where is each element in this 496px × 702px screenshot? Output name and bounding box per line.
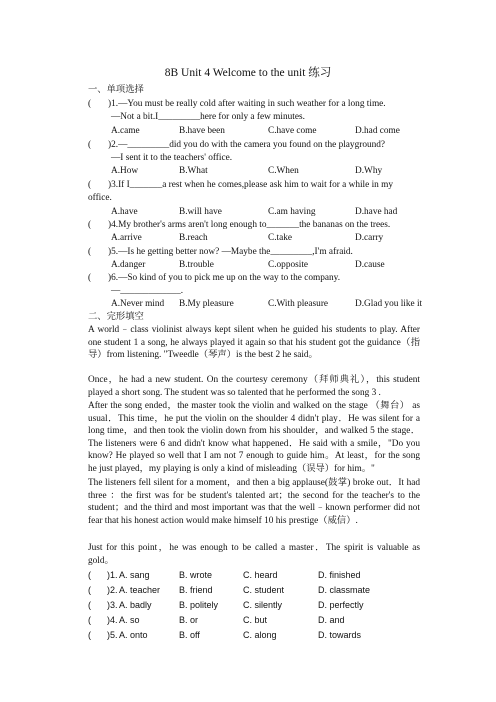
page-title: 8B Unit 4 Welcome to the unit 练习 — [164, 67, 332, 79]
option-a[interactable]: A.danger — [111, 260, 146, 270]
option-b[interactable]: B.will have — [179, 207, 222, 217]
option-d[interactable]: D. and — [318, 615, 345, 625]
option-a[interactable]: A.arrive — [111, 233, 142, 243]
option-b[interactable]: B.have been — [179, 126, 225, 136]
option-d[interactable]: D. finished — [318, 570, 361, 580]
answer-paren[interactable]: ( — [88, 180, 92, 190]
question-2 — [88, 139, 418, 152]
question-number: )5. — [107, 630, 118, 640]
option-b[interactable]: B. wrote — [179, 570, 213, 580]
answer-paren[interactable]: ( — [88, 220, 92, 230]
option-b[interactable]: B.What — [179, 166, 208, 176]
question-4 — [88, 219, 418, 232]
option-d[interactable]: D.had come — [355, 126, 400, 136]
option-c[interactable]: C.opposite — [268, 260, 309, 270]
answer-paren[interactable]: ( — [88, 140, 92, 150]
question-2-sub: —I sent it to the teachers' office. — [111, 153, 233, 163]
option-a[interactable]: A. so — [119, 615, 140, 625]
option-a[interactable]: A. badly — [119, 600, 152, 610]
question-1-sub: —Not a bit.I_________here for only a few minutes. — [111, 112, 305, 122]
passage-paragraph-1: A world﹣class violinist always kept silent when he guided his students to play. After one student 1 a song, he always played it again so that his student got the guidance（指导）from listening. "Tweedle（琴声）is the best 2 he said。 — [88, 325, 420, 361]
question-text: )6.—So kind of you to pick me up on the way to the company. — [108, 273, 341, 283]
question-text: )3.If I_______a rest when he comes,please ask him to wait for a while in my — [108, 180, 394, 190]
question-number: )4. — [107, 615, 118, 625]
option-c[interactable]: C.With pleasure — [268, 299, 329, 309]
option-c[interactable]: C.take — [268, 233, 293, 243]
answer-paren[interactable]: ( — [88, 99, 92, 109]
option-d[interactable]: D.Glad you like it — [355, 299, 423, 309]
option-a[interactable]: A. teacher — [119, 585, 161, 595]
option-d[interactable]: D. perfectly — [318, 600, 364, 610]
option-a[interactable]: A.came — [111, 126, 140, 136]
question-6-sub: —_____________. — [111, 286, 184, 296]
question-text: )4.My brother's arms aren't long enough to_______the bananas on the trees. — [108, 220, 391, 230]
question-number: )3. — [107, 600, 118, 610]
question-number: )2. — [107, 585, 118, 595]
option-c[interactable]: C. heard — [243, 570, 278, 580]
section-heading-single-choice: 一、单项选择 — [88, 85, 144, 95]
option-a[interactable]: A.Never mind — [111, 299, 165, 309]
option-b[interactable]: B. friend — [179, 585, 213, 595]
option-c[interactable]: C. but — [243, 615, 268, 625]
option-a[interactable]: A. onto — [119, 630, 148, 640]
option-b[interactable]: B.reach — [179, 233, 208, 243]
option-a[interactable]: A.have — [111, 207, 138, 217]
option-a[interactable]: A. sang — [119, 570, 150, 580]
option-b[interactable]: B. off — [179, 630, 200, 640]
question-text: )2.—_________did you do with the camera you found on the playground? — [108, 140, 386, 150]
option-d[interactable]: D. classmate — [318, 585, 371, 595]
passage-paragraph-4: The listeners fell silent for a moment，and then a big applause(鼓掌) broke out．It had three ：the first was for be student's talented art；the second for the teacher's to the student；and the third and most important was that the well﹣known performer did not fear that his honest action would make himself 10 his prestige（威信）. — [88, 478, 420, 526]
option-c[interactable]: C. student — [243, 585, 285, 595]
question-5 — [88, 246, 418, 259]
option-b[interactable]: B. politely — [179, 600, 219, 610]
answer-paren[interactable]: ( — [88, 615, 91, 625]
option-d[interactable]: D.have had — [355, 207, 398, 217]
question-number: )1. — [107, 570, 118, 580]
option-b[interactable]: B.My pleasure — [179, 299, 234, 309]
option-c[interactable]: C.have come — [268, 126, 317, 136]
section-heading-cloze: 二、完形填空 — [88, 312, 144, 322]
option-b[interactable]: B. or — [179, 615, 199, 625]
option-c[interactable]: C.am having — [268, 207, 316, 217]
question-6 — [88, 272, 418, 285]
question-text: )5.—Is he getting better now? —Maybe the_________,I'm afraid. — [108, 247, 353, 257]
answer-paren[interactable]: ( — [88, 630, 91, 640]
question-1 — [88, 98, 418, 111]
option-a[interactable]: A.How — [111, 166, 139, 176]
option-c[interactable]: C. along — [243, 630, 277, 640]
answer-paren[interactable]: ( — [88, 247, 92, 257]
option-d[interactable]: D.cause — [355, 260, 385, 270]
answer-paren[interactable]: ( — [88, 273, 92, 283]
passage-paragraph-2: Once，he had a new student. On the courtesy ceremony（拜师典礼），this student played a short song. The student was so talented that he performed the song 3 . — [88, 375, 420, 398]
option-c[interactable]: C. silently — [243, 600, 283, 610]
answer-paren[interactable]: ( — [88, 600, 91, 610]
passage-paragraph-3: After the song ended，the master took the violin and walked on the stage （舞台） as usual．This time，he put the violin on the shoulder 4 didn't play．He was silent for a long time，and then took the violin down from his shoulder，and walked 5 the stage．The listeners were 6 and didn't know what happened．He said with a smile，"Do you know? He played so well that I am not 7 enough to guide him。At least，for the song he just played，my playing is only a kind of misleading（误导）for him。" — [88, 401, 420, 474]
option-b[interactable]: B.trouble — [179, 260, 214, 270]
answer-paren[interactable]: ( — [88, 585, 91, 595]
passage-paragraph-5: Just for this point，he was enough to be called a master．The spirit is valuable as gold。 — [88, 543, 420, 566]
option-d[interactable]: D.Why — [355, 166, 383, 176]
option-d[interactable]: D.carry — [355, 233, 384, 243]
answer-paren[interactable]: ( — [88, 570, 91, 580]
option-c[interactable]: C.When — [268, 166, 299, 176]
question-text: )1.—You must be really cold after waiting in such weather for a long time. — [108, 99, 386, 109]
question-3-sub: office. — [88, 193, 112, 203]
question-3 — [88, 179, 418, 192]
option-d[interactable]: D. towards — [318, 630, 362, 640]
